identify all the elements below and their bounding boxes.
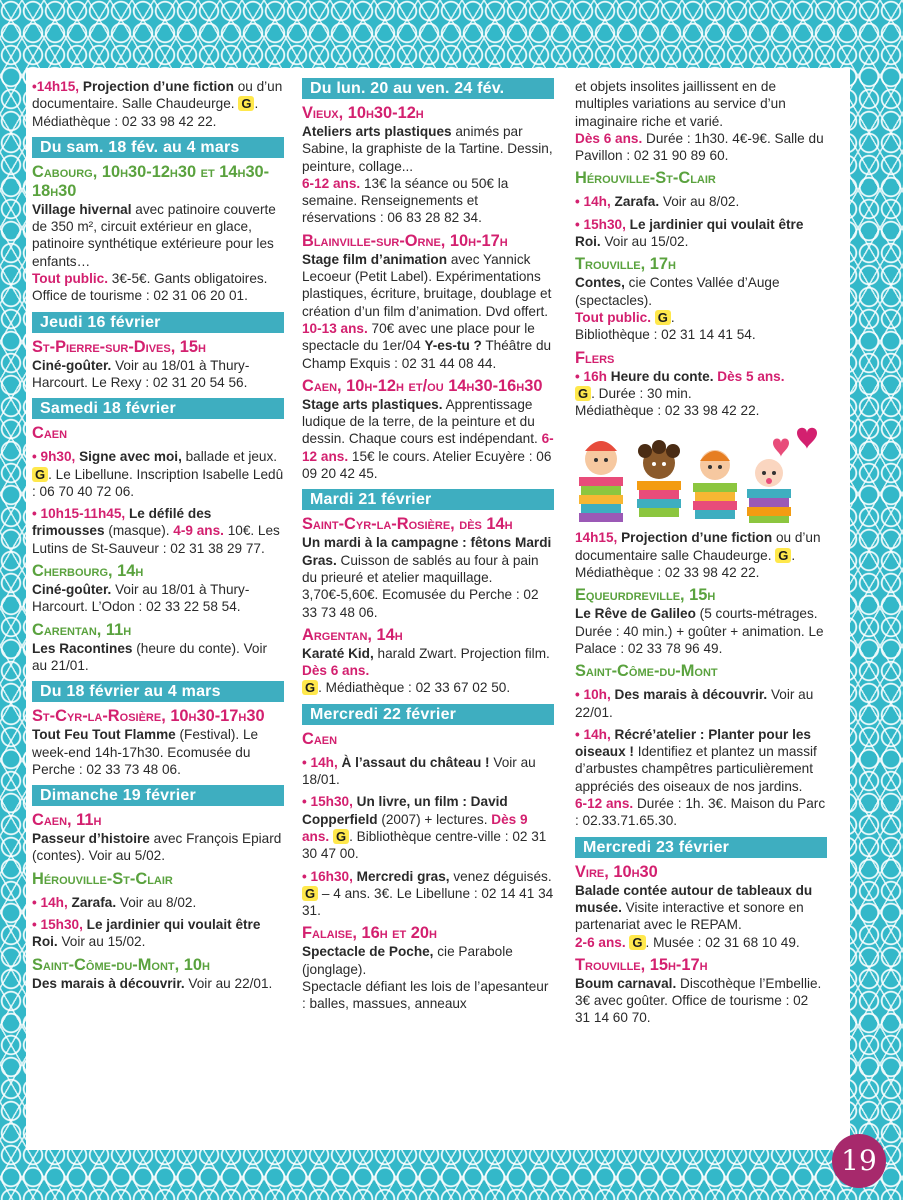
free-badge: G <box>32 467 48 482</box>
location-heading: Trouville, 17h <box>575 255 676 274</box>
location-heading: Argentan, 14h <box>302 625 403 644</box>
location-heading: Hérouville-St-Clair <box>575 169 716 188</box>
location-heading: Carentan, 11h <box>32 620 132 639</box>
event-entry: Ciné-goûter. Voir au 18/01 à Thury-Harcourt. Le Rexy : 02 31 20 54 56. <box>32 357 250 390</box>
event-entry: • 15h30, Le jardinier qui voulait être Roi. Voir au 15/02. <box>575 216 804 250</box>
event-entry: Les Racontines (heure du conte). Voir au 21/01. <box>32 640 267 673</box>
location-heading: Falaise, 16h et 20h <box>302 924 437 943</box>
page-number-badge: 19 <box>832 1134 886 1188</box>
location-heading: Hérouville-St-Clair <box>32 869 173 888</box>
date-header: Samedi 18 février <box>32 398 284 419</box>
event-entry: • 10h15-11h45, Le défilé des frimousses (masque). 4-9 ans. 10€. Les Lutins de St-Sauveur : 02 31 38 29 77. <box>32 506 280 556</box>
free-badge: G <box>655 310 671 325</box>
event-entry: • 15h30, Un livre, un film : David Copperfield (2007) + lectures. Dès 9 ans. G . Bibliothèque centre-ville : 02 31 30 47 00. <box>302 794 547 862</box>
event-entry: Stage arts plastiques. Apprentissage ludique de la terre, de la peinture et du dessin. Chaque cours est indépendant. 6-12 ans. 15€ le cours. Atelier Ecuyère : 06 09 20 42 45. <box>302 396 554 482</box>
location-heading: Caen, 11h <box>32 811 102 830</box>
location-heading: Cherbourg, 14h <box>32 562 144 581</box>
children-with-books-illustration <box>575 425 827 525</box>
event-entry: Boum carnaval. Discothèque l’Embellie. 3€ avec goûter. Office de tourisme : 02 31 14 60 70. <box>575 975 822 1026</box>
location-heading: Vire, 10h30 <box>575 862 658 881</box>
free-badge: G <box>629 935 645 950</box>
event-entry: • 14h, Récré’atelier : Planter pour les oiseaux ! Identifiez et plantez un massif d’arbustes champêtres particulièrement appréciés des oiseaux de nos jardins. 6-12 ans. Durée : 1h. 3€. Maison du Parc : 02.33.71.65.30. <box>575 726 826 829</box>
event-entry: Le Rêve de Galileo (5 courts-métrages. Durée : 40 min.) + goûter + animation. Le Palace : 02 33 78 96 49. <box>575 606 824 656</box>
date-header: Jeudi 16 février <box>32 312 284 333</box>
location-heading: Blainville-sur-Orne, 10h-17h <box>302 231 508 250</box>
column-2 <box>302 78 554 1013</box>
event-entry: • 10h, Des marais à découvrir. Voir au 22/01. <box>575 687 814 720</box>
heart-icon <box>797 428 817 449</box>
event-entry: Passeur d’histoire avec François Epiard (contes). Voir au 5/02. <box>32 831 282 864</box>
date-header: Mercredi 22 février <box>302 704 554 725</box>
child-illustration <box>747 459 791 523</box>
date-header: Dimanche 19 février <box>32 785 284 806</box>
event-entry: et objets insolites jaillissent en de multiples variations au service d’un imaginaire riche et varié. Dès 6 ans. Durée : 1h30. 4€-9€. Salle du Pavillon : 02 31 90 89 60. <box>575 79 824 164</box>
column-1 <box>32 78 284 992</box>
event-entry: • 14h, Zarafa. Voir au 8/02. <box>32 894 197 910</box>
child-illustration <box>579 441 623 522</box>
event-entry: Contes, cie Contes Vallée d’Auge (spectacles). Tout public. G . Bibliothèque : 02 31 14 41 54. <box>575 275 780 343</box>
location-heading: Caen, 10h-12h et/ou 14h30-16h30 <box>302 376 543 395</box>
location-heading: Trouville, 15h-17h <box>575 955 708 974</box>
location-heading: St-Cyr-la-Rosière, 10h30-17h30 <box>32 707 265 726</box>
free-badge: G <box>775 548 791 563</box>
location-heading: Caen <box>32 424 68 443</box>
event-entry: Ciné-goûter. Voir au 18/01 à Thury-Harcourt. L’Odon : 02 33 22 58 54. <box>32 582 250 615</box>
date-header: Du sam. 18 fév. au 4 mars <box>32 137 284 158</box>
event-entry: • 16h Heure du conte. Dès 5 ans. G . Durée : 30 min. Médiathèque : 02 33 98 42 22. <box>575 368 785 419</box>
free-badge: G <box>302 886 318 901</box>
child-illustration <box>637 440 681 517</box>
event-entry: Stage film d’animation avec Yannick Lecoeur (Petit Label). Expérimentations plastiques, écriture, bruitage, doublage et création d’un film d’animation. Dvd offert. 10-13 ans. 70€ avec une place pour le spectacle du 1er/04 Y-es-tu ? Théâtre du Champ Exquis : 02 31 44 08 44. <box>302 251 552 371</box>
location-heading: Vieux, 10h30-12h <box>302 104 424 122</box>
location-heading: Saint-Côme-du-Mont <box>575 662 718 681</box>
event-entry: • 14h, Zarafa. Voir au 8/02. <box>575 194 740 210</box>
event-entry: Un mardi à la campagne : fêtons Mardi Gras. Cuisson de sablés au four à pain du prieuré et atelier maquillage. 3,70€-5,60€. Ecomusée du Perche : 02 33 73 48 06. <box>302 535 552 620</box>
location-heading: St-Pierre-sur-Dives, 15h <box>32 337 206 356</box>
event-entry: • 9h30, Signe avec moi, ballade et jeux. G . Le Libellune. Inscription Isabelle Ledû : 06 70 40 72 06. <box>32 449 284 499</box>
location-heading: Saint-Cyr-la-Rosière, dès 14h <box>302 515 513 534</box>
location-heading: Caen <box>302 729 338 748</box>
event-entry: •14h15, Projection d’une fiction ou d’un documentaire. Salle Chaudeurge. G . Médiathèque : 02 33 98 42 22. <box>32 79 283 129</box>
event-entry: Spectacle de Poche, cie Parabole (jonglage). Spectacle défiant les lois de l’apesanteur : balles, massues, anneaux <box>302 944 549 1012</box>
location-heading: Flers <box>575 348 615 367</box>
child-illustration <box>693 450 737 519</box>
free-badge: G <box>333 829 349 844</box>
date-header: Du lun. 20 au ven. 24 fév. <box>302 78 554 99</box>
free-badge: G <box>302 680 318 695</box>
event-entry: 14h15, Projection d’une fiction ou d’un documentaire salle Chaudeurge. G . Médiathèque : 02 33 98 42 22. <box>575 530 821 581</box>
free-badge: G <box>575 386 591 401</box>
date-header: Du 18 février au 4 mars <box>32 681 284 702</box>
free-badge: G <box>238 96 254 111</box>
event-entry: Ateliers arts plastiques animés par Sabine, la graphiste de la Tartine. Dessin, peinture, collage... 6-12 ans. 13€ la séance ou 50€ la semaine. Renseignements et réservations : 06 83 28 82 34. <box>302 124 553 226</box>
event-entry: Balade contée autour de tableaux du musée. Visite interactive et sonore en partenariat avec le REPAM. 2-6 ans. G . Musée : 02 31 68 10 49. <box>575 882 813 950</box>
event-entry: • 15h30, Le jardinier qui voulait être Roi. Voir au 15/02. <box>32 917 261 950</box>
column-3 <box>575 78 827 1027</box>
event-entry: Karaté Kid, harald Zwart. Projection film. Dès 6 ans. G . Médiathèque : 02 33 67 02 50. <box>302 645 550 696</box>
event-entry: Des marais à découvrir. Voir au 22/01. <box>32 975 273 991</box>
event-entry: • 14h, À l’assaut du château ! Voir au 18/01. <box>302 754 536 788</box>
event-entry: Tout Feu Tout Flamme (Festival). Le week-end 14h-17h30. Ecomusée du Perche : 02 33 73 48 06. <box>32 727 259 777</box>
location-heading: Equeurdreville, 15h <box>575 586 716 605</box>
heart-icon <box>773 439 789 458</box>
event-entry: Village hivernal avec patinoire couverte de 350 m², circuit extérieur en glace, patinoire synthétique extérieure pour les enfants… Tout public. 3€-5€. Gants obligatoires. Office de tourisme : 02 31 06 20 01. <box>32 201 276 304</box>
location-heading: Saint-Côme-du-Mont, 10h <box>32 955 210 974</box>
event-entry: • 16h30, Mercredi gras, venez déguisés. G – 4 ans. 3€. Le Libellune : 02 14 41 34 31. <box>302 868 554 919</box>
date-header: Mardi 21 février <box>302 489 554 510</box>
date-header: Mercredi 23 février <box>575 837 827 858</box>
location-heading: Cabourg, 10h30-12h30 et 14h30-18h30 <box>32 162 270 200</box>
